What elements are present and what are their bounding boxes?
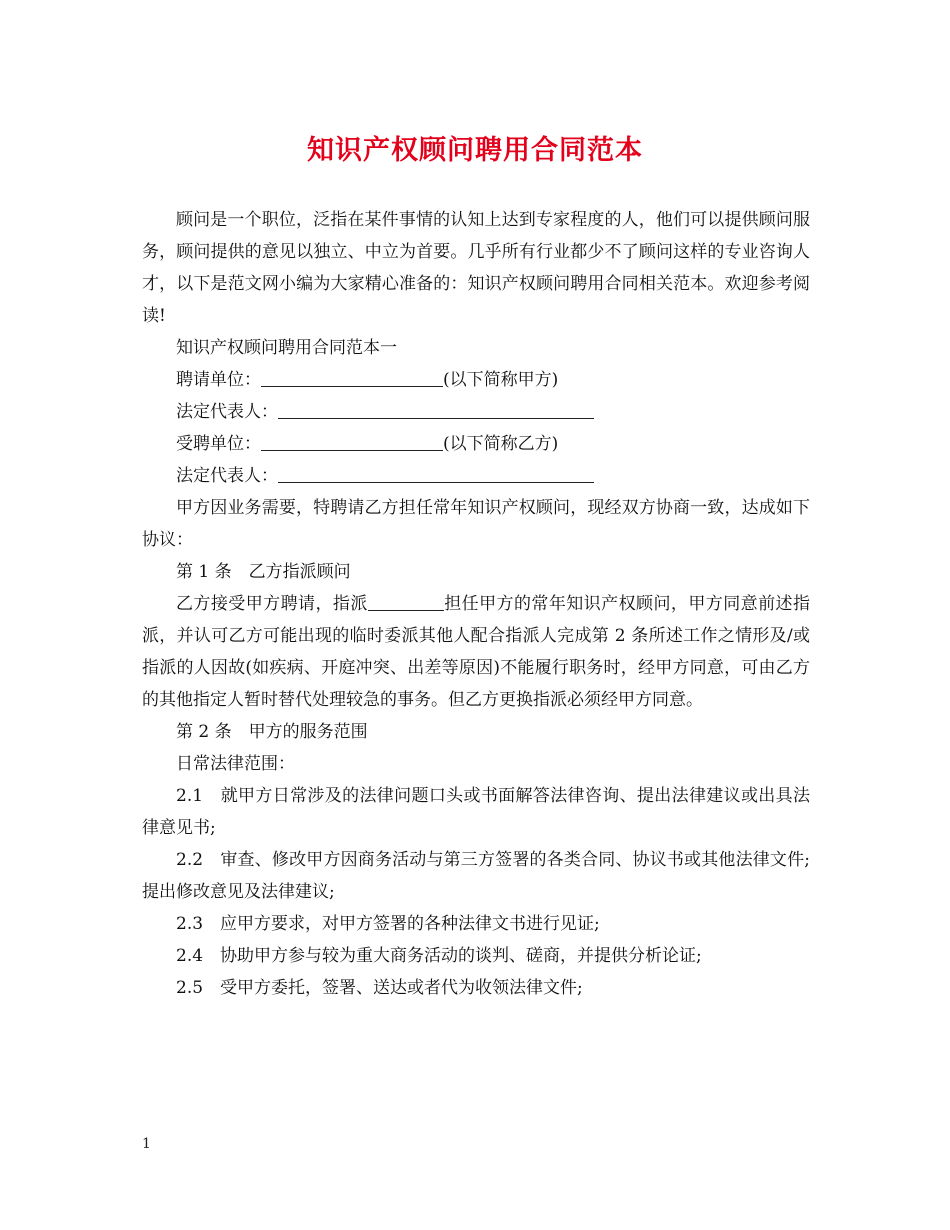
list-item: 2.5 受甲方委托，签署、送达或者代为收领法律文件; <box>176 978 583 998</box>
legal-rep-blank-2 <box>278 465 594 483</box>
intro-paragraph: 顾问是一个职位，泛指在某件事情的认知上达到专家程度的人，他们可以提供顾问服务，顾问提供的意见以独立、中立为首要。几乎所有行业都少不了顾问这样的专业咨询人才，以下是范文网小编为大家精心准备的：知识产权顾问聘用合同相关范本。欢迎参考阅读! <box>142 210 810 326</box>
article-2-heading: 第 2 条 甲方的服务范围 <box>176 722 368 742</box>
list-item: 2.1 就甲方日常涉及的法律问题口头或书面解答法律咨询、提出法律建议或出具法律意见书; <box>142 786 810 838</box>
employee-suffix: (以下简称乙方) <box>443 434 559 454</box>
list-item: 2.4 协助甲方参与较为重大商务活动的谈判、磋商，并提供分析论证; <box>176 946 702 966</box>
employer-suffix: (以下简称甲方) <box>443 370 559 390</box>
scope-heading: 日常法律范围： <box>176 754 295 774</box>
page-number: 1 <box>142 1136 151 1152</box>
article-1-heading: 第 1 条 乙方指派顾问 <box>176 562 351 582</box>
employee-label: 受聘单位： <box>176 434 261 454</box>
employee-line <box>142 428 810 460</box>
article-1-text-before: 乙方接受甲方聘请，指派 <box>176 594 368 614</box>
legal-rep-blank-1 <box>278 401 594 419</box>
article-1-text-after: 担任甲方的常年知识产权顾问，甲方同意前述指派，并认可乙方可能出现的临时委派其他人配合指派人完成第 2 条所述工作之情形及/或指派的人因故(如疾病、开庭冲突、出差等原因)不能履行职务时，经甲方同意，可由乙方的其他指定人暂时替代处理较急的事务。但乙方更换指派必须经甲方同意。 <box>142 594 810 710</box>
list-item: 2.2 审查、修改甲方因商务活动与第三方签署的各类合同、协议书或其他法律文件;提出修改意见及法律建议; <box>142 850 810 902</box>
employer-blank <box>261 369 443 387</box>
contract-subtitle: 知识产权顾问聘用合同范本一 <box>176 338 397 358</box>
article-1-text <box>142 588 810 716</box>
agreement-intro: 甲方因业务需要，特聘请乙方担任常年知识产权顾问，现经双方协商一致，达成如下协议： <box>142 498 810 550</box>
legal-rep-line-1 <box>142 396 810 428</box>
employer-line <box>142 364 810 396</box>
employee-blank <box>261 433 443 451</box>
document-body <box>142 204 810 1004</box>
document-title: 知识产权顾问聘用合同范本 <box>307 135 643 166</box>
legal-rep-label-1: 法定代表人： <box>176 402 278 422</box>
legal-rep-label-2: 法定代表人： <box>176 466 278 486</box>
advisor-name-blank <box>368 593 444 611</box>
legal-rep-line-2 <box>142 460 810 492</box>
employer-label: 聘请单位： <box>176 370 261 390</box>
list-item: 2.3 应甲方要求，对甲方签署的各种法律文书进行见证; <box>176 914 600 934</box>
